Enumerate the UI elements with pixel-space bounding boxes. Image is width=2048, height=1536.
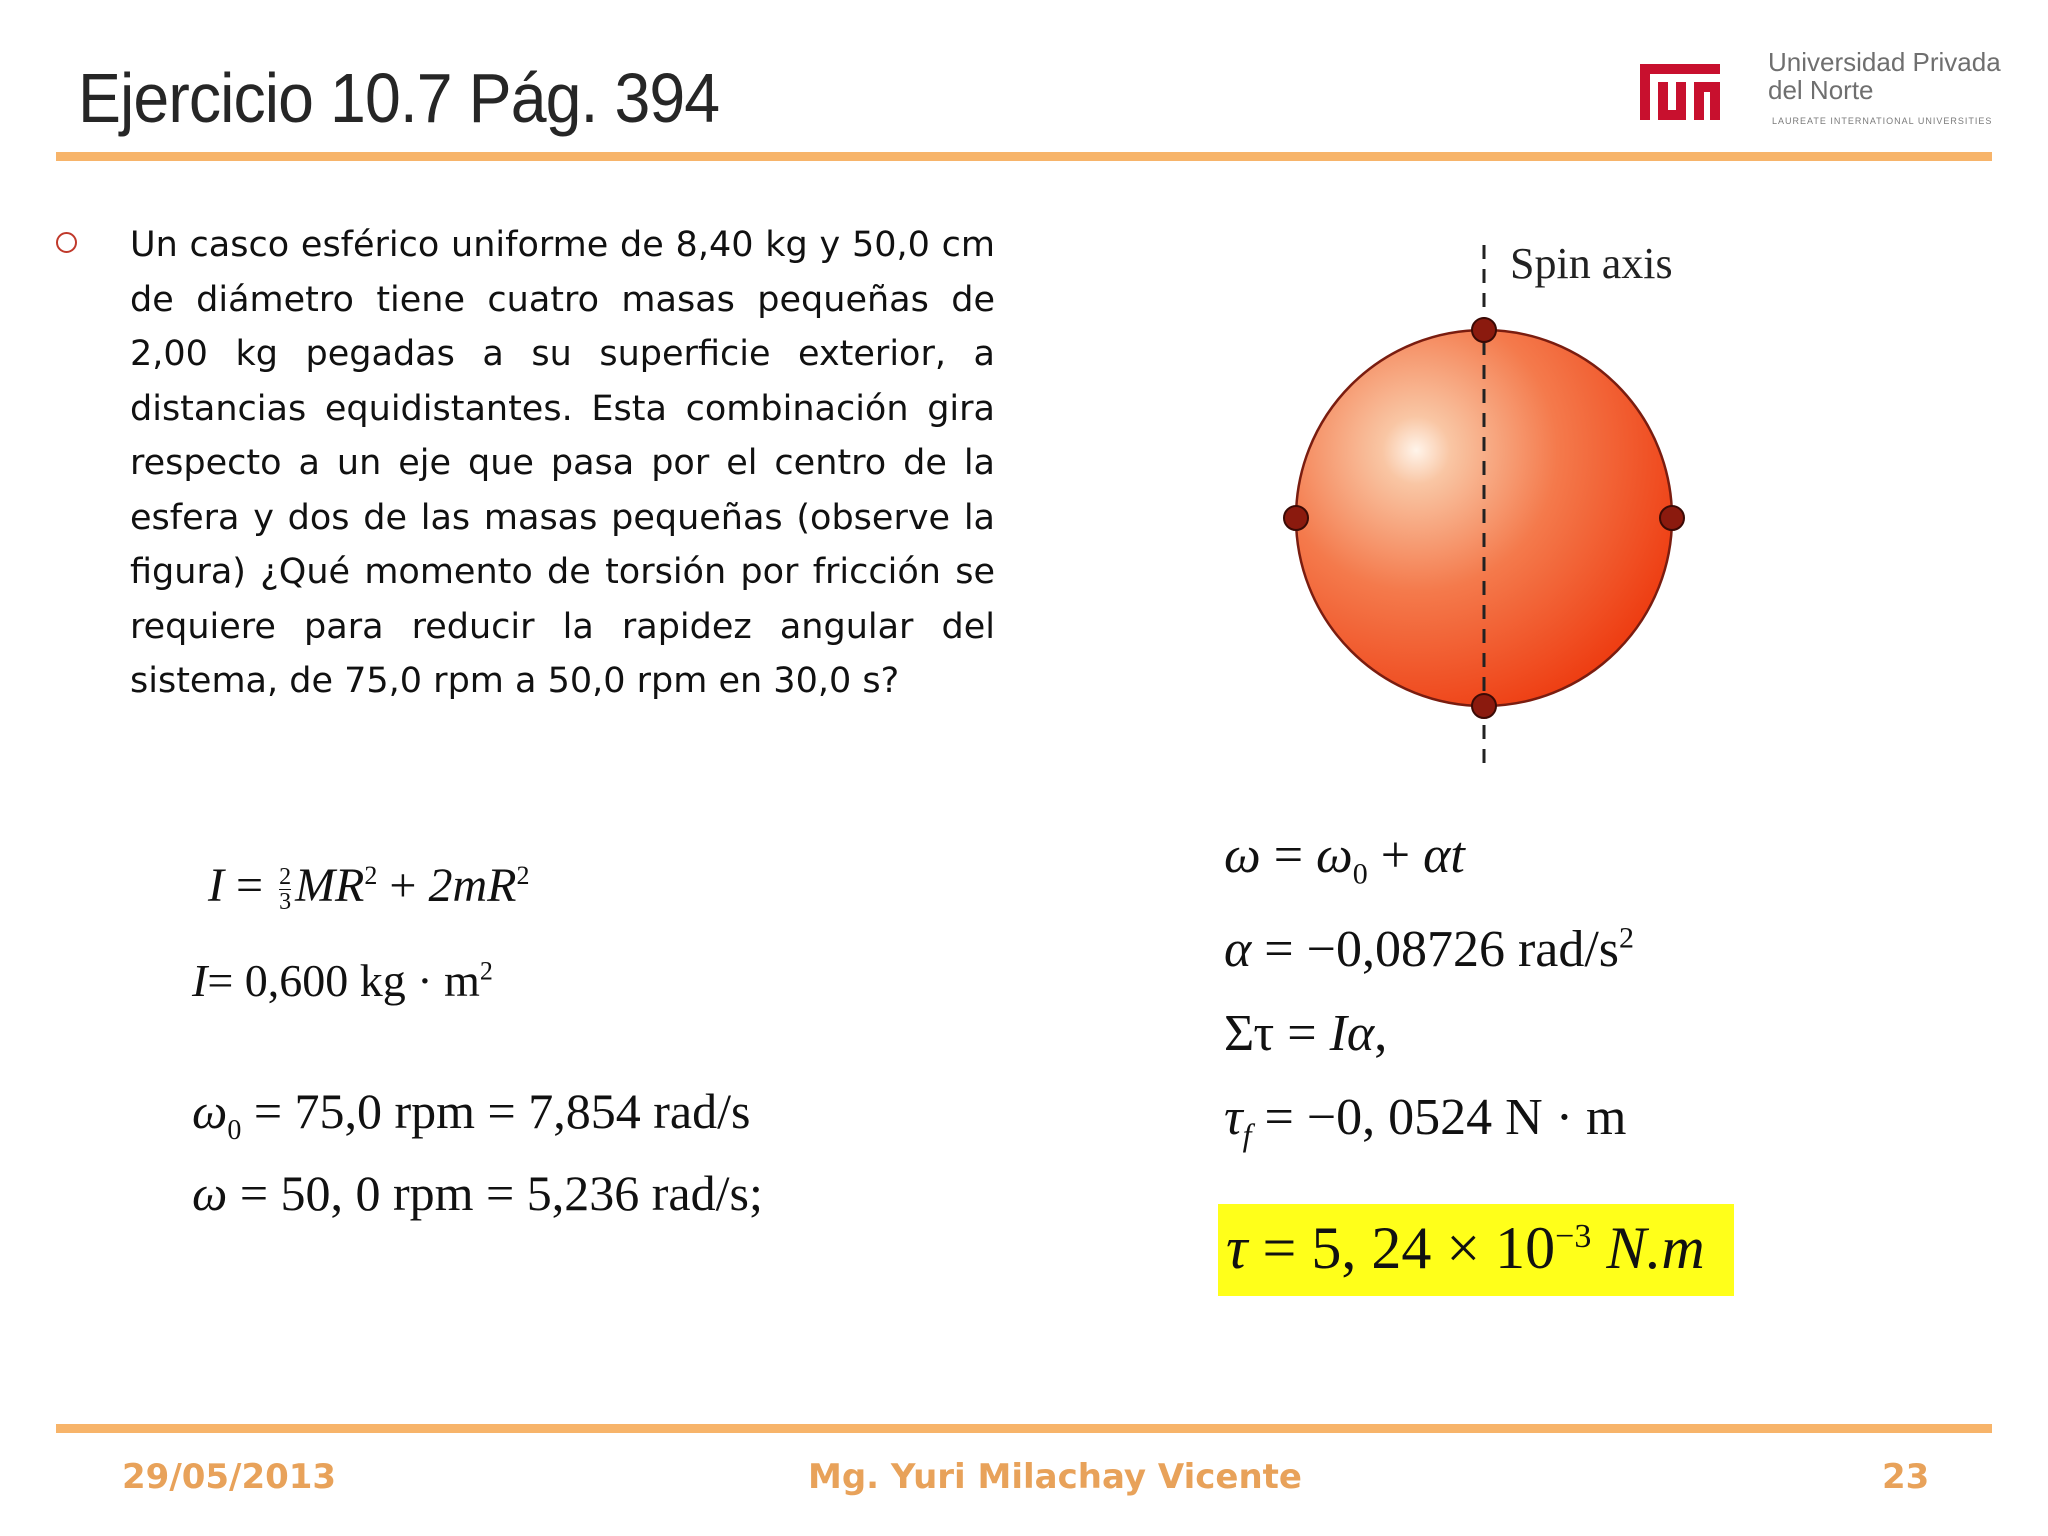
- slide-title: Ejercicio 10.7 Pág. 394: [78, 59, 720, 137]
- slide-number: 23: [1882, 1457, 1930, 1497]
- equation-friction-torque: $\tau_f = -0$, 0524 N · m: [1224, 1089, 1627, 1153]
- university-name: Universidad Privada del Norte: [1768, 47, 2001, 105]
- bullet-icon: [56, 232, 77, 253]
- equation-newton: Στ = Iα,: [1224, 1005, 1388, 1062]
- problem-statement: Un casco esférico uniforme de 8,40 kg y 50,0 cm de diámetro tiene cuatro masas pequeñas de 2,00 kg pegadas a su superficie exterior, a distancias equidistantes. Esta combinación gira respecto a un eje que pasa por el centro de la esfera y dos de las masas pequeñas (observe la figura) ¿Qué momento de torsión por fricción se requiere para reducir la rapidez angular del sistema, de 75,0 rpm a 50,0 rpm en 30,0 s?: [130, 225, 995, 701]
- header-divider: [56, 152, 1992, 161]
- equation-inertia-value: I= 0,600 kg · $m^2$: [192, 955, 493, 1006]
- sphere-figure: [1280, 230, 1720, 770]
- university-logo: [1640, 40, 2040, 150]
- university-tagline: LAUREATE INTERNATIONAL UNIVERSITIES: [1772, 116, 1993, 126]
- footer-author: Mg. Yuri Milachay Vicente: [808, 1457, 1302, 1497]
- equation-omega: ω = 50, 0 rpm = 5,236 rad/s;: [192, 1165, 763, 1221]
- equation-kinematics: $\omega = \omega_0 + \alpha t$: [1224, 827, 1465, 891]
- spin-axis-label: Spin axis: [1510, 239, 1673, 288]
- mass-right: [1660, 506, 1684, 530]
- mass-bottom: [1472, 694, 1496, 718]
- equation-inertia-formula: I = $\frac{2}{3}$ $MR^2 + 2mR^2$: [208, 859, 530, 916]
- equation-answer: τ = 5, $24 \times 10^{-3}$ N.m: [1226, 1215, 1705, 1281]
- footer-date: 29/05/2013: [122, 1457, 337, 1497]
- equation-alpha: α = −0,08726 rad/$s^2$: [1224, 921, 1635, 978]
- mass-left: [1284, 506, 1308, 530]
- upn-logo-icon: [1640, 50, 1720, 130]
- footer-divider: [56, 1424, 1992, 1433]
- mass-top: [1472, 318, 1496, 342]
- equation-omega0: $\omega_0 = 75,0$ rpm = 7,854 rad/s: [192, 1083, 751, 1146]
